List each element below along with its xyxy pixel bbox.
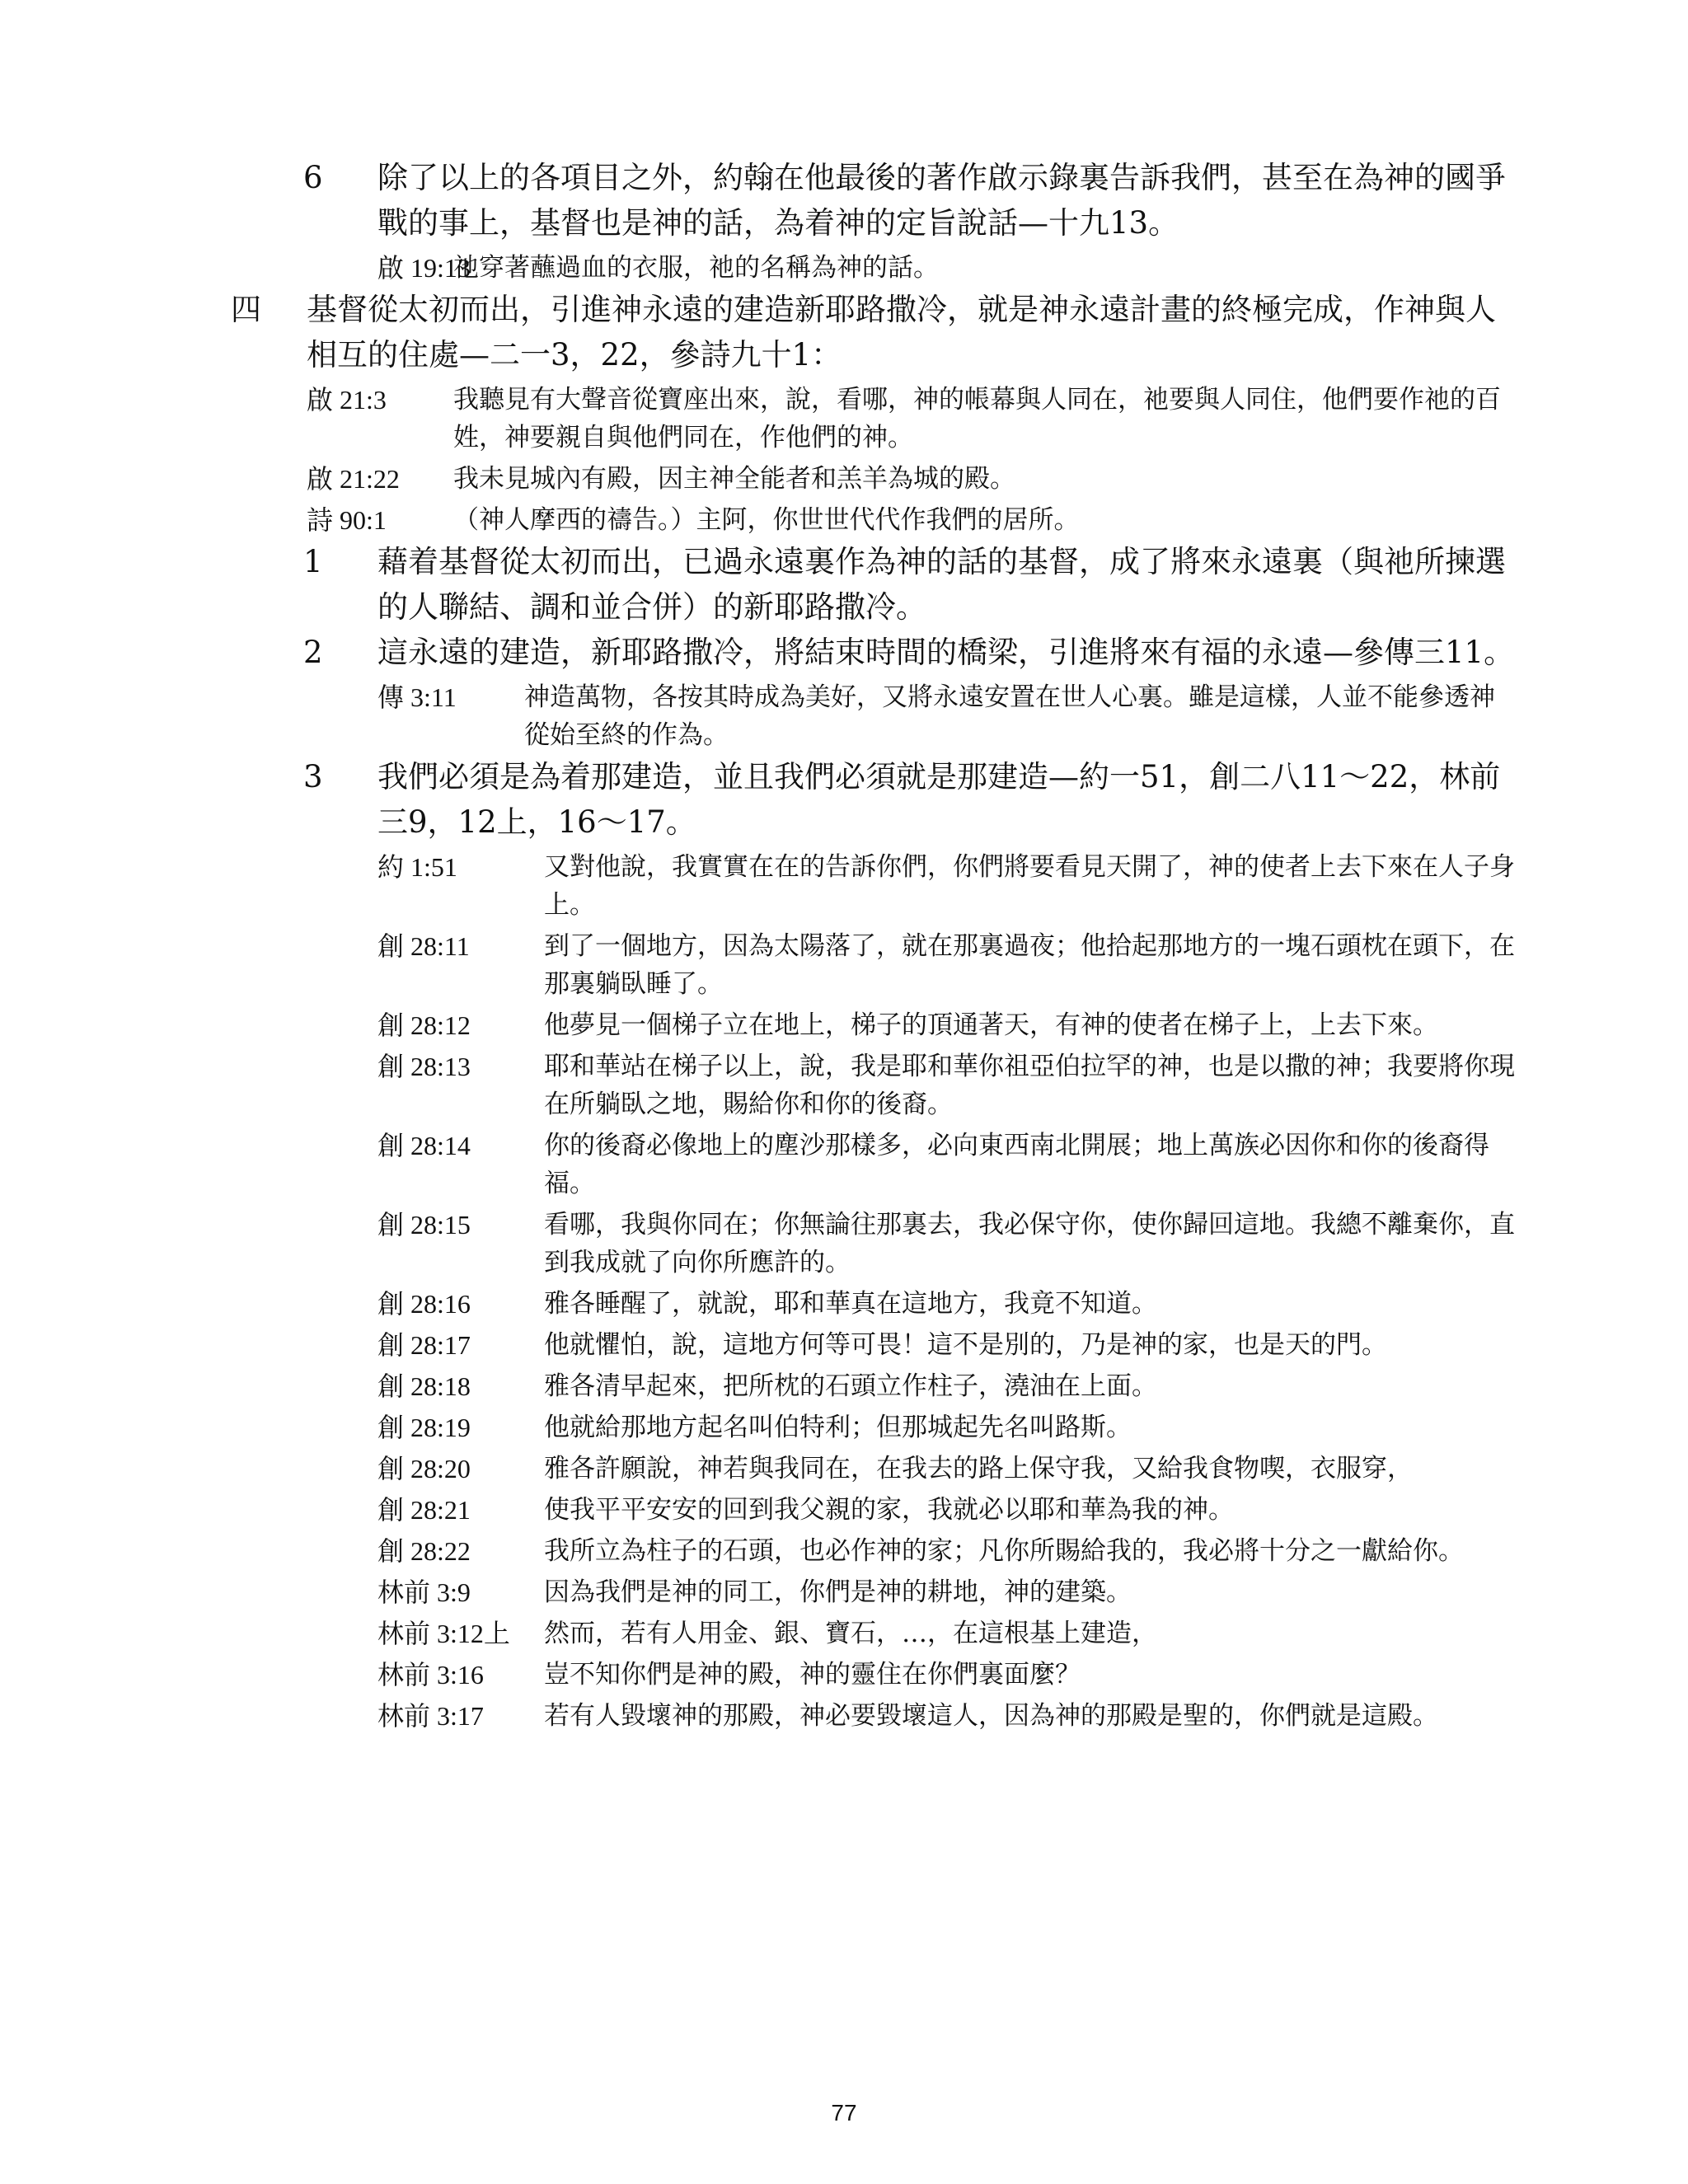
item-number: 3 (303, 759, 323, 794)
verse-text: 雅各睡醒了，就說，耶和華真在這地方，我竟不知道。 (544, 1289, 1157, 1319)
verse-reference: 傳 3:11 (377, 682, 457, 712)
verse (231, 848, 1517, 924)
item-text: 藉着基督從太初而出，已過永遠裏作為神的話的基督，成了將來永遠裏（與祂所揀選的人聯結、調和並合併）的新耶路撒冷。 (377, 544, 1506, 625)
verse-text: 雅各清早起來，把所枕的石頭立作柱子，澆油在上面。 (544, 1371, 1157, 1401)
verse (231, 1047, 1517, 1123)
verse-reference: 創 28:21 (377, 1495, 471, 1525)
verse-reference: 創 28:18 (377, 1371, 471, 1401)
verse-text: 你的後裔必像地上的塵沙那樣多，必向東西南北開展；地上萬族必因你和你的後裔得福。 (544, 1131, 1489, 1198)
verse-text: 又對他說，我實實在在的告訴你們，你們將要看見天開了，神的使者上去下來在人子身上。 (544, 852, 1515, 920)
item-number: 四 (231, 292, 261, 327)
verse (231, 1697, 1517, 1735)
verse (231, 1006, 1517, 1044)
verse-reference: 創 28:15 (377, 1210, 471, 1240)
verse-text: 若有人毀壞神的那殿，神必要毀壞這人，因為神的那殿是聖的，你們就是這殿。 (544, 1701, 1438, 1731)
verse-text: 我所立為柱子的石頭，也必作神的家；凡你所賜給我的，我必將十分之一獻給你。 (544, 1536, 1464, 1566)
item-text: 基督從太初而出，引進神永遠的建造新耶路撒冷，就是神永遠計畫的終極完成，作神與人相互的住處—二一3，22，參詩九十1： (307, 292, 1496, 373)
verse-text: 看哪，我與你同在；你無論往那裏去，我必保守你，使你歸回這地。我總不離棄你，直到我成就了向你所應許的。 (544, 1210, 1515, 1277)
verse-reference: 啟 21:22 (307, 464, 400, 494)
verse-reference: 創 28:17 (377, 1330, 471, 1360)
verse-text: 我聽見有大聲音從寶座出來，說，看哪，神的帳幕與人同在，祂要與人同住，他們要作祂的百姓，神要親自與他們同在，作他們的神。 (453, 385, 1501, 452)
outline-item (231, 155, 1517, 246)
verse (231, 1367, 1517, 1405)
verse-reference: 創 28:11 (377, 931, 470, 961)
verse-reference: 林前 3:16 (377, 1660, 484, 1690)
verse-text: 到了一個地方，因為太陽落了，就在那裏過夜；他拾起那地方的一塊石頭枕在頭下，在那裏躺臥睡了。 (544, 931, 1515, 999)
verse-text: 我未見城內有殿，因主神全能者和羔羊為城的殿。 (453, 464, 1015, 494)
verse-text: 豈不知你們是神的殿，神的靈住在你們裏面麼？ (544, 1660, 1081, 1690)
item-text: 我們必須是為着那建造，並且我們必須就是那建造—約一51，創二八11～22，林前三9，12上，16～17。 (377, 759, 1501, 840)
verse-text: 然而，若有人用金、銀、寶石，…，在這根基上建造， (544, 1619, 1157, 1648)
verse-text: 耶和華站在梯子以上，說，我是耶和華你祖亞伯拉罕的神，也是以撒的神；我要將你現在所躺臥之地，賜給你和你的後裔。 (544, 1052, 1515, 1119)
verse (231, 1450, 1517, 1488)
verse-text: 他夢見一個梯子立在地上，梯子的頂通著天，有神的使者在梯子上，上去下來。 (544, 1010, 1438, 1040)
outline-item (231, 539, 1517, 630)
outline-item (231, 630, 1517, 675)
verse (231, 678, 1517, 754)
verse-reference: 創 28:12 (377, 1010, 471, 1040)
verse-reference: 詩 90:1 (307, 505, 387, 535)
verse-text: 神造萬物，各按其時成為美好，又將永遠安置在世人心裏。雖是這樣，人並不能參透神從始至終的作為。 (524, 682, 1495, 750)
verse-reference: 林前 3:17 (377, 1701, 484, 1731)
verse-text: 他就給那地方起名叫伯特利；但那城起先名叫路斯。 (544, 1413, 1132, 1442)
verse (231, 1656, 1517, 1694)
verse-reference: 林前 3:9 (377, 1577, 471, 1607)
verse-reference: 創 28:22 (377, 1536, 471, 1566)
verse (231, 927, 1517, 1003)
verse (231, 1285, 1517, 1323)
item-text: 這永遠的建造，新耶路撒冷，將結束時間的橋梁，引進將來有福的永遠—參傳三11。 (377, 635, 1515, 670)
verse-text: 雅各許願說，神若與我同在，在我去的路上保守我，又給我食物喫，衣服穿， (544, 1454, 1413, 1483)
item-number: 2 (303, 635, 323, 670)
verse (231, 1206, 1517, 1282)
verse (231, 1326, 1517, 1364)
verse (231, 1408, 1517, 1446)
outline-item (231, 754, 1517, 845)
verse-reference: 林前 3:12上 (377, 1619, 510, 1648)
verse (231, 1491, 1517, 1529)
verse (231, 460, 1517, 498)
item-text: 除了以上的各項目之外，約翰在他最後的著作啟示錄裏告訴我們，甚至在為神的國爭戰的事上，基督也是神的話，為着神的定旨說話—十九13。 (377, 160, 1506, 241)
verse (231, 1615, 1517, 1652)
verse (231, 249, 1517, 287)
verse-reference: 創 28:16 (377, 1289, 471, 1319)
verse-reference: 創 28:19 (377, 1413, 471, 1442)
verse-reference: 創 28:20 (377, 1454, 471, 1483)
item-number: 6 (303, 160, 323, 195)
verse-reference: 創 28:13 (377, 1052, 471, 1081)
verse-reference: 啟 19:13 (377, 253, 471, 283)
verse (231, 1532, 1517, 1570)
verse (231, 381, 1517, 457)
verse-reference: 啟 21:3 (307, 385, 387, 415)
outline (231, 155, 1517, 1735)
outline-item (231, 287, 1517, 377)
verse (231, 501, 1517, 539)
verse-text: 他就懼怕，說，這地方何等可畏！這不是別的，乃是神的家，也是天的門。 (544, 1330, 1387, 1360)
item-number: 1 (303, 544, 323, 579)
verse-text: 祂穿著蘸過血的衣服，祂的名稱為神的話。 (453, 253, 939, 283)
verse-text: 使我平平安安的回到我父親的家，我就必以耶和華為我的神。 (544, 1495, 1234, 1525)
verse (231, 1573, 1517, 1611)
verse (231, 1127, 1517, 1202)
verse-reference: 創 28:14 (377, 1131, 471, 1160)
verse-text: 因為我們是神的同工，你們是神的耕地，神的建築。 (544, 1577, 1132, 1607)
verse-reference: 約 1:51 (377, 852, 457, 882)
page-number: 77 (831, 2100, 857, 2125)
verse-text: （神人摩西的禱告。）主阿，你世世代代作我們的居所。 (453, 505, 1080, 535)
